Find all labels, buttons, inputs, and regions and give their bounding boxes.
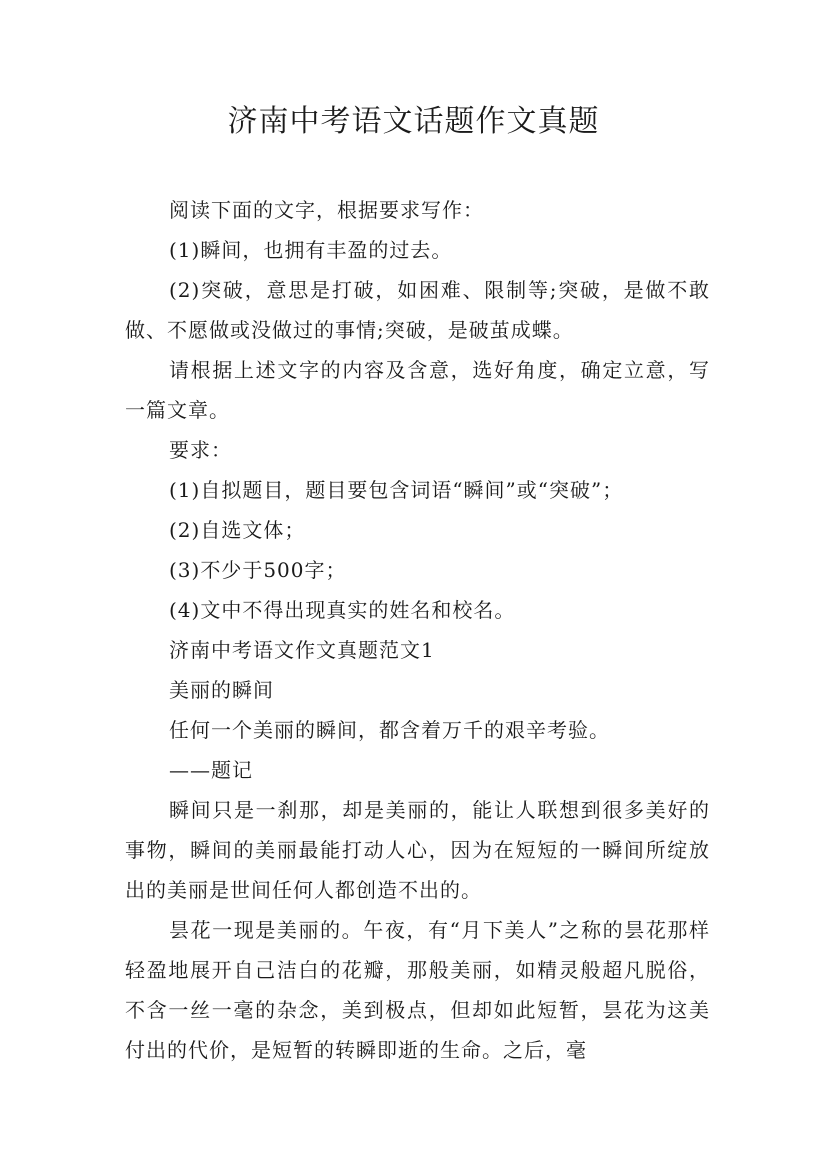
paragraph: (2)突破，意思是打破，如困难、限制等;突破，是做不敢做、不愿做或没做过的事情;突破，是破茧成蝶。 [125,278,710,342]
paragraph: (3)不少于500字； [169,558,347,582]
paragraph: (1)瞬间，也拥有丰盈的过去。 [169,238,453,262]
paragraph: (4)文中不得出现真实的姓名和校名。 [169,598,516,622]
paragraph: 要求： [169,438,232,462]
paragraph: ——题记 [169,758,253,782]
paragraph: 请根据上述文字的内容及含意，选好角度，确定立意，写一篇文章。 [125,358,710,422]
paragraph: 昙花一现是美丽的。午夜，有“月下美人”之称的昙花那样轻盈地展开自己洁白的花瓣，那般美丽，如精灵般超凡脱俗，不含一丝一毫的杂念，美到极点，但却如此短暂，昙花为这美付出的代价，是短暂的转瞬即逝的生命。之后，毫 [125,918,710,1062]
document-body [125,190,710,1070]
paragraph: 美丽的瞬间 [169,678,274,702]
paragraph: 济南中考语文作文真题范文1 [169,638,435,662]
document-title: 济南中考语文话题作文真题 [227,104,600,139]
paragraph: 瞬间只是一刹那，却是美丽的，能让人联想到很多美好的事物，瞬间的美丽最能打动人心，因为在短短的一瞬间所绽放出的美丽是世间任何人都创造不出的。 [125,798,710,902]
paragraph: (1)自拟题目，题目要包含词语“瞬间”或“突破”； [169,478,624,502]
paragraph: 任何一个美丽的瞬间，都含着万千的艰辛考验。 [169,718,610,742]
paragraph: 阅读下面的文字，根据要求写作： [169,198,484,222]
paragraph: (2)自选文体； [169,518,306,542]
